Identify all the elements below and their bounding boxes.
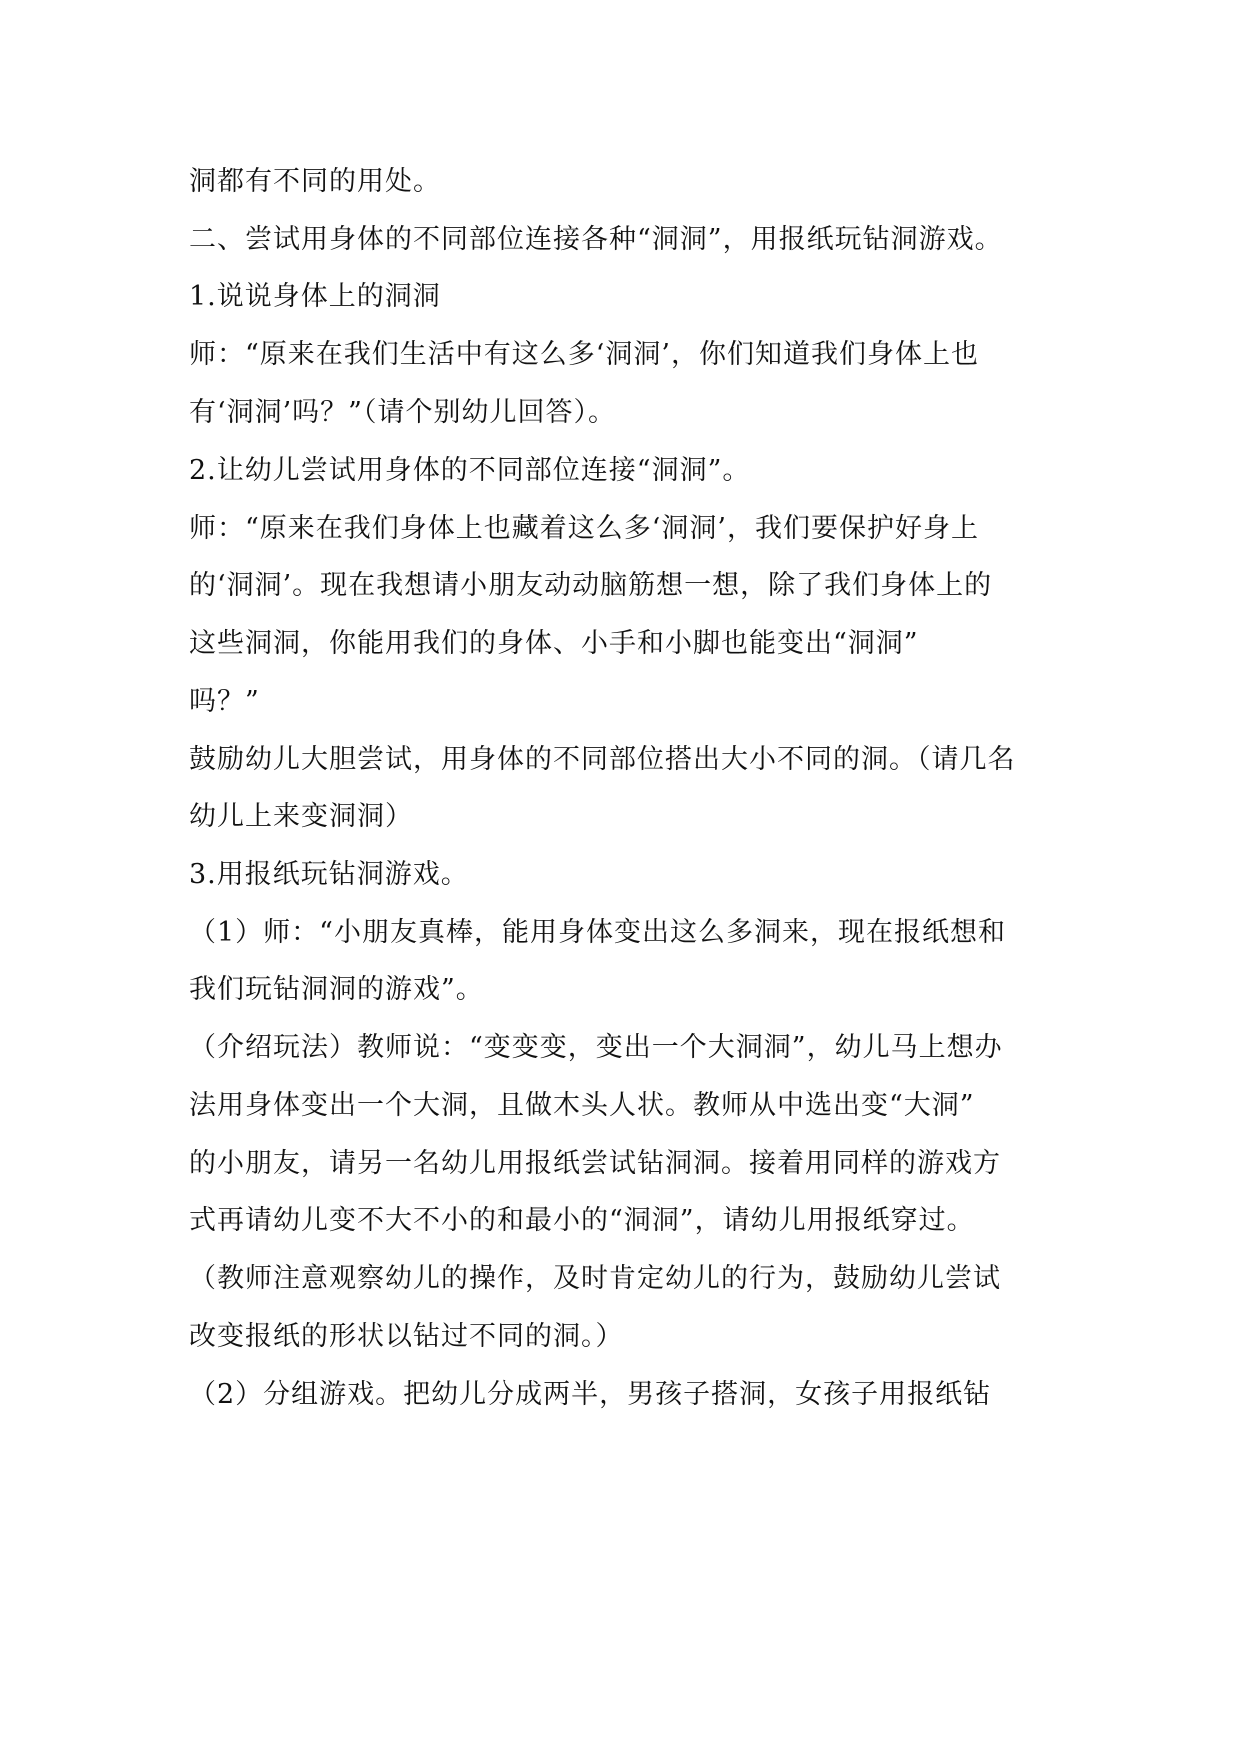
text-line: （2）分组游戏。把幼儿分成两半，男孩子搭洞，女孩子用报纸钻 bbox=[189, 1379, 992, 1410]
text-line: （1）师：“小朋友真棒，能用身体变出这么多洞来，现在报纸想和 bbox=[189, 917, 1006, 948]
text-line: 我们玩钻洞洞的游戏”。 bbox=[189, 974, 484, 1005]
subheading: 1.说说身体上的洞洞 bbox=[189, 281, 441, 312]
text-line: 这些洞洞，你能用我们的身体、小手和小脚也能变出“洞洞” bbox=[189, 628, 919, 659]
text-line: 的‘洞洞’。现在我想请小朋友动动脑筋想一想，除了我们身体上的 bbox=[189, 570, 993, 601]
text-line: 鼓励幼儿大胆尝试，用身体的不同部位搭出大小不同的洞。（请几名 bbox=[189, 744, 1016, 775]
text-line: 幼儿上来变洞洞） bbox=[189, 801, 413, 832]
subheading: 3.用报纸玩钻洞游戏。 bbox=[189, 859, 469, 890]
text-line: 师：“原来在我们生活中有这么多‘洞洞’，你们知道我们身体上也 bbox=[189, 339, 979, 370]
text-line: 吗？” bbox=[189, 686, 260, 717]
text-line: （介绍玩法）教师说：“变变变，变出一个大洞洞”，幼儿马上想办 bbox=[189, 1032, 1003, 1063]
text-line: 的小朋友，请另一名幼儿用报纸尝试钻洞洞。接着用同样的游戏方 bbox=[189, 1148, 1001, 1179]
text-line: 式再请幼儿变不大不小的和最小的“洞洞”，请幼儿用报纸穿过。 bbox=[189, 1205, 975, 1236]
text-line: 洞都有不同的用处。 bbox=[189, 166, 441, 197]
text-line: 法用身体变出一个大洞，且做木头人状。教师从中选出变“大洞” bbox=[189, 1090, 975, 1121]
subheading: 2.让幼儿尝试用身体的不同部位连接“洞洞”。 bbox=[189, 455, 751, 486]
text-line: 师：“原来在我们身体上也藏着这么多‘洞洞’，我们要保护好身上 bbox=[189, 513, 979, 544]
text-line: 改变报纸的形状以钻过不同的洞。） bbox=[189, 1321, 624, 1352]
text-line: （教师注意观察幼儿的操作，及时肯定幼儿的行为，鼓励幼儿尝试 bbox=[189, 1263, 1001, 1294]
text-line: 有‘洞洞’吗？”（请个别幼儿回答）。 bbox=[189, 397, 616, 428]
section-heading: 二、尝试用身体的不同部位连接各种“洞洞”，用报纸玩钻洞游戏。 bbox=[189, 224, 1003, 255]
